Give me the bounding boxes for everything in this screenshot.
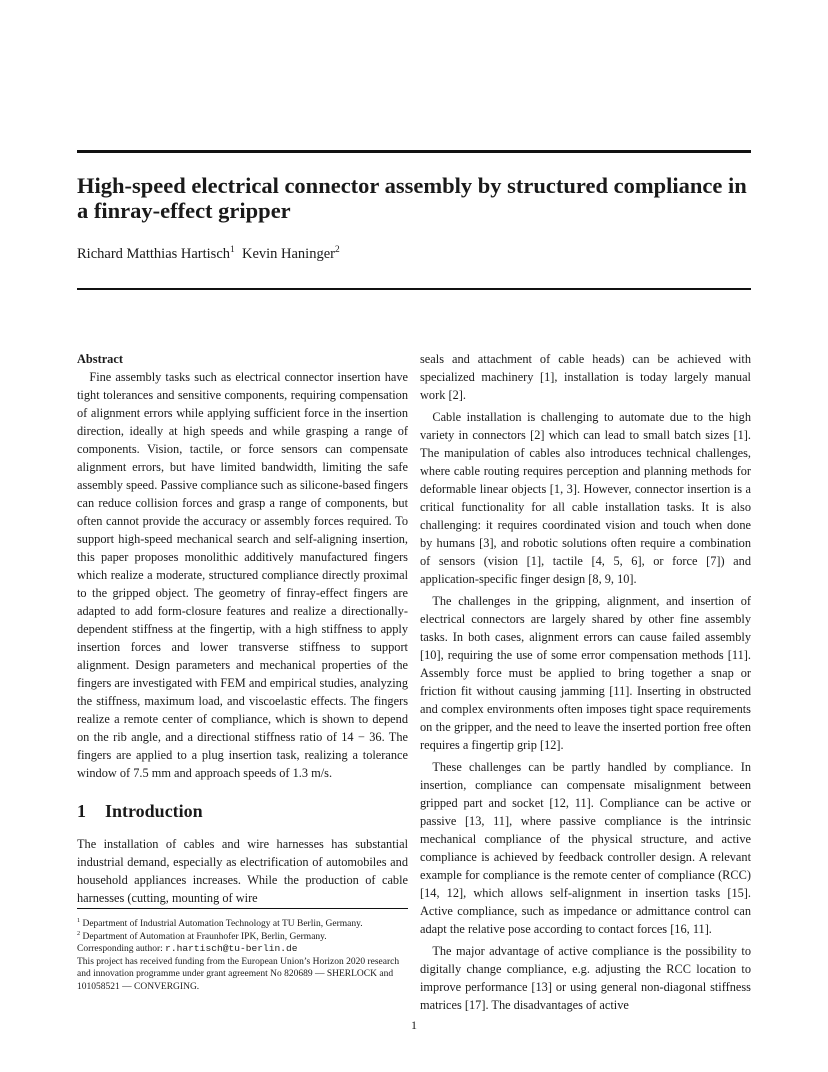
- corresponding-label: Corresponding author:: [77, 944, 163, 954]
- footnote-affiliation: [77, 931, 411, 944]
- corresponding-author: [77, 943, 411, 956]
- author-name: Richard Matthias Hartisch: [77, 246, 231, 262]
- footnote-text: Department of Automation at Fraunhofer IPK, Berlin, Germany.: [82, 931, 327, 942]
- affiliation-mark: 1: [230, 245, 235, 256]
- email-link[interactable]: r.hartisch@tu-berlin.de: [165, 943, 298, 954]
- abstract-heading: Abstract: [77, 352, 123, 366]
- abstract-text: Fine assembly tasks such as electrical connector insertion have tight tolerances and sensitive components, requiring compensation of alignment errors while applying sufficient force in the insertion direction, ideally at high speeds and while grasping a range of components. Vision, tactile, or force sensors can compensate alignment errors, but have limited bandwidth, limiting the safe assembly speed. Passive compliance such as silicone-based fingers can reduce collision forces and grasp a range of components, but often cannot provide the accuracy or assembly forces required. To support high-speed mechanical search and self-aligning insertion, this paper proposes monolithic additively manufactured fingers which realize a moderate, structured compliance directly proximal to the gripped object. The geometry of finray-effect fingers are adapted to add form-closure features and realize a directionally-dependent stiffness at the fingertip, with a high stiffness to apply insertion forces and lower transverse stiffness to support alignment. Design parameters and mechanical properties of the fingers are investigated with FEM and empirical studies, analyzing the stiffness, maximum load, and viscoelastic effects. The fingers realize a remote center of compliance, which is shown to depend on the rib angle, and a directional stiffness ratio of 14 − 36. The fingers are applied to a plug insertion task, realizing a tolerance window of 7.5 mm and approach speeds of 1.3 m/s.: [77, 370, 408, 780]
- paper-title: High-speed electrical connector assembly by structured compliance in a finray-effect gripper: [77, 173, 747, 223]
- footnote-affiliation: [77, 918, 411, 931]
- body-paragraph: The installation of cables and wire harnesses has substantial industrial demand, especially as electrification of automobiles and household appliances increases. While the production of cable harnesses (cutting, mounting of wire: [77, 837, 408, 905]
- body-paragraph: These challenges can be partly handled by compliance. In insertion, compliance can compensate misalignment between gripped part and socket [12, 11]. Compliance can be active or passive [13, 11], where passive compliance is the intrinsic mechanical compliance of the physical structure, and active compliance is achieved by feedback controller design. A relevant example for compliance is the remote center of compliance (RCC) [14, 12], which allows self-alignment in insertion tasks [15]. Active compliance, such as impedance or admittance control can adapt the relative pose according to contact forces [16, 11].: [420, 760, 751, 936]
- page-number: 1: [411, 1018, 417, 1032]
- footnote-text: Department of Industrial Automation Technology at TU Berlin, Germany.: [82, 919, 363, 929]
- footnote-mark: 2: [77, 930, 81, 937]
- left-column: [77, 350, 408, 907]
- body-paragraph: The major advantage of active compliance is the possibility to digitally change compliance, e.g. adjusting the RCC location to improve performance [13] or using general non-diagonal stiffness matrices [17]. The disadvantages of active: [420, 944, 751, 1012]
- body-paragraph: seals and attachment of cable heads) can be achieved with specialized machinery [1], installation is today largely manual work [2].: [420, 352, 751, 402]
- author-name: Kevin Haninger: [241, 246, 335, 262]
- section-number: 1: [77, 801, 86, 821]
- bottom-rule: [77, 288, 751, 290]
- section-title: Introduction: [105, 801, 203, 821]
- footnote-rule: [77, 908, 408, 909]
- funding-note: This project has received funding from the European Union’s Horizon 2020 research and innovation programme under grant agreement No 820689 — SHERLOCK and 101058521 — CONVERGING.: [77, 956, 400, 992]
- footnote-mark: 1: [77, 917, 81, 924]
- footnotes: [77, 908, 411, 993]
- top-rule: [77, 150, 751, 153]
- affiliation-mark: 2: [334, 245, 340, 256]
- abstract-section: [77, 350, 408, 782]
- section-heading: [77, 800, 408, 822]
- body-paragraph: Cable installation is challenging to automate due to the high variety in connectors [2] which can lead to small batch sizes [1]. The manipulation of cables also introduces technical challenges, where cable routing requires perception and planning methods for deformable linear objects [1, 3]. However, connector insertion is a critical functionality for all cable installation tasks. It is also challenging: it requires coordinated vision and touch when done by humans [3], and robotic solutions often require a combination of sensors (vision [1], tactile [4, 5, 6], or force [7]) and application-specific finger design [8, 9, 10].: [420, 410, 751, 586]
- right-column: [420, 350, 751, 1014]
- author-list: [77, 246, 340, 263]
- body-paragraph: The challenges in the gripping, alignment, and insertion of electrical connectors are largely shared by other fine assembly tasks. In both cases, alignment errors can cause failed assembly [10], requiring the use of some error compensation methods [11]. Assembly force must be applied to bring together a snap or friction fit without causing jamming [11]. Inserting in obstructed and complex environments often imposes tight space requirements on the gripper, and the need to leave the inserted portion free often requires a fingertip grip [12].: [420, 594, 751, 752]
